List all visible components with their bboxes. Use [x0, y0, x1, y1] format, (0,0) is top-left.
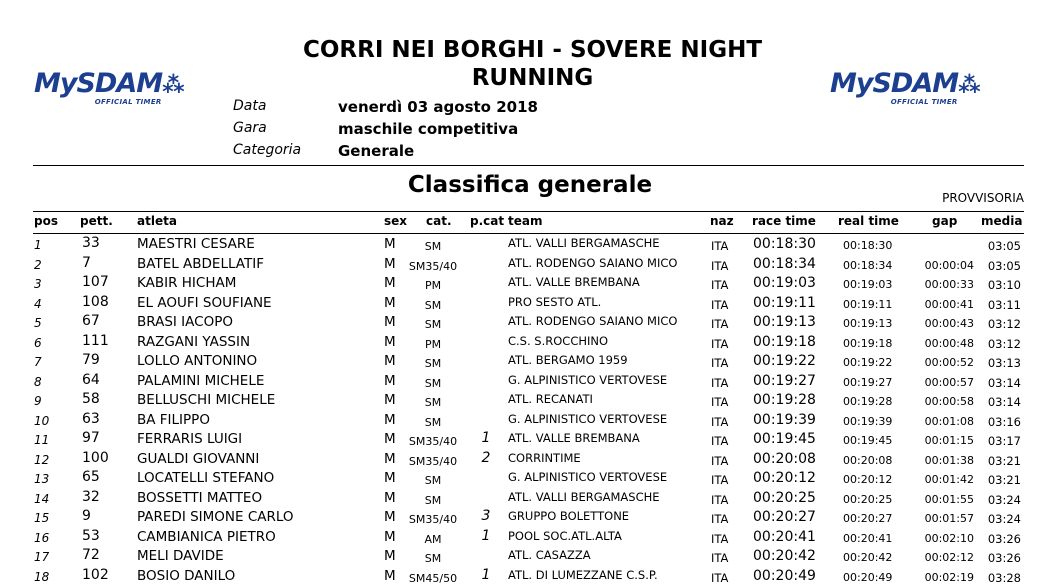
cell-pos: 7: [34, 355, 42, 369]
status-label: PROVVISORIA: [900, 191, 1024, 205]
cell-media: 03:14: [981, 376, 1021, 390]
cell-team: ATL. VALLE BREMBANA: [508, 431, 640, 445]
cell-team: ATL. RODENGO SAIANO MICO: [508, 256, 677, 270]
header-gap: gap: [932, 214, 957, 232]
cell-race: 00:20:41: [753, 529, 816, 545]
cell-atleta: BRASI IACOPO: [137, 314, 233, 330]
cell-team: ATL. RODENGO SAIANO MICO: [508, 314, 677, 328]
cell-pos: 9: [34, 394, 42, 408]
cell-naz: ITA: [711, 337, 728, 351]
cell-media: 03:10: [981, 278, 1021, 292]
cell-media: 03:26: [981, 551, 1021, 565]
cell-sex: M: [384, 490, 396, 506]
cell-race: 00:18:34: [753, 256, 816, 272]
cell-pett: 97: [82, 430, 100, 446]
cell-sex: M: [384, 314, 396, 330]
cell-pos: 10: [34, 414, 49, 428]
cell-sex: M: [384, 568, 396, 584]
header-media: media: [981, 214, 1022, 232]
cell-cat: SM: [405, 299, 461, 312]
header-pcat: p.cat: [470, 214, 504, 232]
cell-real: 00:20:08: [843, 454, 892, 467]
cell-sex: M: [384, 451, 396, 467]
cell-media: 03:21: [981, 454, 1021, 468]
cell-team: CORRINTIME: [508, 451, 581, 465]
cell-pett: 102: [82, 567, 109, 583]
cell-pett: 100: [82, 450, 109, 466]
table-row: [0, 274, 1058, 294]
cell-pos: 5: [34, 316, 42, 330]
cell-pett: 72: [82, 547, 100, 563]
cell-naz: ITA: [711, 473, 728, 487]
cell-atleta: LOLLO ANTONINO: [137, 353, 257, 369]
cell-race: 00:19:45: [753, 431, 816, 447]
cell-naz: ITA: [711, 356, 728, 370]
cell-media: 03:24: [981, 493, 1021, 507]
cell-atleta: BATEL ABDELLATIF: [137, 256, 264, 272]
cell-real: 00:19:45: [843, 434, 892, 447]
cell-real: 00:19:27: [843, 376, 892, 389]
cell-media: 03:12: [981, 337, 1021, 351]
cell-gap: 00:01:57: [920, 512, 974, 525]
cell-pett: 33: [82, 235, 100, 251]
cell-cat: SM: [405, 357, 461, 370]
header-race-time: race time: [752, 214, 816, 232]
cell-pett: 107: [82, 274, 109, 290]
cell-atleta: BOSIO DANILO: [137, 568, 235, 584]
cell-real: 00:19:11: [843, 298, 892, 311]
cell-atleta: PALAMINI MICHELE: [137, 373, 264, 389]
cell-gap: 00:00:58: [920, 395, 974, 408]
cell-cat: SM: [405, 416, 461, 429]
header-naz: naz: [710, 214, 734, 232]
cell-pos: 11: [34, 433, 49, 447]
cell-gap: 00:02:19: [920, 571, 974, 584]
table-row: [0, 547, 1058, 567]
results-table: [0, 235, 1058, 586]
cell-team: POOL SOC.ATL.ALTA: [508, 529, 622, 543]
cell-gap: 00:00:04: [920, 259, 974, 272]
meta-categoria-value: Generale: [338, 142, 414, 160]
table-row: [0, 235, 1058, 255]
cell-naz: ITA: [711, 415, 728, 429]
cell-atleta: PAREDI SIMONE CARLO: [137, 509, 294, 525]
cell-pos: 14: [34, 492, 49, 506]
cell-team: ATL. DI LUMEZZANE C.S.P.: [508, 568, 658, 582]
header-sex: sex: [384, 214, 407, 232]
cell-gap: 00:00:57: [920, 376, 974, 389]
cell-media: 03:12: [981, 317, 1021, 331]
cell-race: 00:20:12: [753, 470, 816, 486]
header-atleta: atleta: [137, 214, 177, 232]
cell-sex: M: [384, 295, 396, 311]
cell-pett: 79: [82, 352, 100, 368]
mysdam-logo-right: MySDAM⁂ OFFICIAL TIMER: [830, 70, 980, 106]
cell-team: ATL. CASAZZA: [508, 548, 591, 562]
cell-pos: 8: [34, 375, 42, 389]
cell-team: ATL. VALLI BERGAMASCHE: [508, 236, 660, 250]
cell-naz: ITA: [711, 395, 728, 409]
cell-real: 00:19:13: [843, 317, 892, 330]
cell-pett: 65: [82, 469, 100, 485]
cell-team: ATL. RECANATI: [508, 392, 593, 406]
swoosh-icon: ⁂: [958, 73, 980, 98]
table-row: [0, 489, 1058, 509]
cell-real: 00:19:28: [843, 395, 892, 408]
cell-naz: ITA: [711, 434, 728, 448]
table-row: [0, 313, 1058, 333]
swoosh-icon: ⁂: [162, 73, 184, 98]
table-row: [0, 508, 1058, 528]
cell-team: ATL. VALLI BERGAMASCHE: [508, 490, 660, 504]
cell-sex: M: [384, 529, 396, 545]
cell-naz: ITA: [711, 239, 728, 253]
cell-pos: 12: [34, 453, 49, 467]
cell-sex: M: [384, 431, 396, 447]
cell-gap: 00:01:08: [920, 415, 974, 428]
cell-gap: 00:01:15: [920, 434, 974, 447]
cell-gap: 00:01:38: [920, 454, 974, 467]
cell-naz: ITA: [711, 454, 728, 468]
cell-pett: 53: [82, 528, 100, 544]
cell-pett: 9: [82, 508, 91, 524]
cell-gap: 00:00:48: [920, 337, 974, 350]
cell-sex: M: [384, 236, 396, 252]
header-real-time: real time: [838, 214, 899, 232]
cell-race: 00:19:22: [753, 353, 816, 369]
cell-atleta: MELI DAVIDE: [137, 548, 224, 564]
cell-gap: 00:00:52: [920, 356, 974, 369]
table-row: [0, 333, 1058, 353]
cell-naz: ITA: [711, 278, 728, 292]
cell-cat: SM: [405, 318, 461, 331]
cell-cat: SM35/40: [405, 435, 461, 448]
cell-atleta: LOCATELLI STEFANO: [137, 470, 274, 486]
meta-gara-value: maschile competitiva: [338, 120, 518, 138]
event-title: CORRI NEI BORGHI - SOVERE NIGHT RUNNING: [250, 36, 815, 92]
cell-team: ATL. BERGAMO 1959: [508, 353, 628, 367]
cell-media: 03:16: [981, 415, 1021, 429]
cell-sex: M: [384, 392, 396, 408]
meta-categoria-label: Categoria: [233, 142, 333, 158]
cell-atleta: GUALDI GIOVANNI: [137, 451, 259, 467]
cell-sex: M: [384, 275, 396, 291]
cell-media: 03:26: [981, 532, 1021, 546]
header-cat: cat.: [426, 214, 452, 232]
cell-race: 00:20:25: [753, 490, 816, 506]
cell-pcat: 1: [470, 430, 502, 446]
cell-pos: 6: [34, 336, 42, 350]
cell-gap: 00:02:12: [920, 551, 974, 564]
cell-media: 03:24: [981, 512, 1021, 526]
cell-cat: PM: [405, 279, 461, 292]
divider: [33, 165, 1024, 166]
table-row: [0, 352, 1058, 372]
cell-sex: M: [384, 412, 396, 428]
cell-sex: M: [384, 470, 396, 486]
cell-sex: M: [384, 334, 396, 350]
cell-media: 03:14: [981, 395, 1021, 409]
cell-race: 00:19:13: [753, 314, 816, 330]
cell-atleta: KABIR HICHAM: [137, 275, 236, 291]
meta-gara-label: Gara: [233, 120, 333, 136]
cell-pos: 3: [34, 277, 42, 291]
mysdam-logo-left: MySDAM⁂ OFFICIAL TIMER: [34, 70, 184, 106]
divider: [33, 211, 1024, 212]
cell-real: 00:19:39: [843, 415, 892, 428]
cell-atleta: RAZGANI YASSIN: [137, 334, 250, 350]
cell-atleta: EL AOUFI SOUFIANE: [137, 295, 272, 311]
cell-pett: 7: [82, 255, 91, 271]
cell-team: G. ALPINISTICO VERTOVESE: [508, 373, 667, 387]
table-row: [0, 567, 1058, 586]
cell-atleta: MAESTRI CESARE: [137, 236, 255, 252]
cell-race: 00:19:18: [753, 334, 816, 350]
cell-atleta: CAMBIANICA PIETRO: [137, 529, 276, 545]
cell-team: C.S. S.ROCCHINO: [508, 334, 608, 348]
meta-data-label: Data: [233, 98, 333, 114]
cell-race: 00:20:08: [753, 451, 816, 467]
cell-pett: 108: [82, 294, 109, 310]
cell-media: 03:05: [981, 239, 1021, 253]
cell-naz: ITA: [711, 571, 728, 585]
cell-cat: SM45/50: [405, 572, 461, 585]
cell-real: 00:19:18: [843, 337, 892, 350]
cell-race: 00:20:27: [753, 509, 816, 525]
cell-naz: ITA: [711, 317, 728, 331]
cell-gap: 00:01:42: [920, 473, 974, 486]
cell-race: 00:20:42: [753, 548, 816, 564]
header-pos: pos: [34, 214, 58, 232]
cell-naz: ITA: [711, 551, 728, 565]
cell-atleta: FERRARIS LUIGI: [137, 431, 242, 447]
cell-naz: ITA: [711, 259, 728, 273]
cell-media: 03:17: [981, 434, 1021, 448]
divider: [33, 233, 1024, 234]
cell-real: 00:20:12: [843, 473, 892, 486]
table-row: [0, 528, 1058, 548]
cell-cat: PM: [405, 338, 461, 351]
cell-pos: 13: [34, 472, 49, 486]
cell-race: 00:19:39: [753, 412, 816, 428]
cell-cat: SM: [405, 474, 461, 487]
table-row: [0, 430, 1058, 450]
cell-race: 00:19:28: [753, 392, 816, 408]
cell-team: ATL. VALLE BREMBANA: [508, 275, 640, 289]
cell-gap: 00:01:55: [920, 493, 974, 506]
cell-gap: 00:00:43: [920, 317, 974, 330]
cell-media: 03:05: [981, 259, 1021, 273]
table-row: [0, 469, 1058, 489]
cell-real: 00:18:34: [843, 259, 892, 272]
cell-media: 03:13: [981, 356, 1021, 370]
cell-naz: ITA: [711, 532, 728, 546]
cell-sex: M: [384, 548, 396, 564]
cell-pett: 63: [82, 411, 100, 427]
table-row: [0, 255, 1058, 275]
cell-atleta: BELLUSCHI MICHELE: [137, 392, 275, 408]
cell-team: G. ALPINISTICO VERTOVESE: [508, 412, 667, 426]
cell-pcat: 1: [470, 528, 502, 544]
cell-sex: M: [384, 256, 396, 272]
cell-gap: 00:00:33: [920, 278, 974, 291]
cell-pos: 17: [34, 550, 49, 564]
cell-naz: ITA: [711, 493, 728, 507]
header-team: team: [508, 214, 542, 232]
cell-cat: SM: [405, 396, 461, 409]
cell-pett: 32: [82, 489, 100, 505]
cell-real: 00:20:49: [843, 571, 892, 584]
cell-atleta: BOSSETTI MATTEO: [137, 490, 262, 506]
cell-real: 00:20:41: [843, 532, 892, 545]
cell-cat: SM: [405, 240, 461, 253]
cell-pos: 15: [34, 511, 49, 525]
cell-media: 03:28: [981, 571, 1021, 585]
cell-atleta: BA FILIPPO: [137, 412, 210, 428]
cell-cat: SM35/40: [405, 513, 461, 526]
cell-media: 03:21: [981, 473, 1021, 487]
cell-naz: ITA: [711, 512, 728, 526]
cell-cat: SM: [405, 494, 461, 507]
cell-pos: 16: [34, 531, 49, 545]
cell-real: 00:19:03: [843, 278, 892, 291]
cell-real: 00:20:25: [843, 493, 892, 506]
cell-race: 00:19:27: [753, 373, 816, 389]
cell-pett: 64: [82, 372, 100, 388]
cell-media: 03:11: [981, 298, 1021, 312]
cell-sex: M: [384, 373, 396, 389]
cell-pos: 18: [34, 570, 49, 584]
table-row: [0, 294, 1058, 314]
cell-team: G. ALPINISTICO VERTOVESE: [508, 470, 667, 484]
page-subtitle: Classifica generale: [300, 172, 760, 198]
cell-pcat: 2: [470, 450, 502, 466]
cell-race: 00:19:11: [753, 295, 816, 311]
cell-pos: 2: [34, 258, 42, 272]
table-row: [0, 372, 1058, 392]
meta-data-value: venerdì 03 agosto 2018: [338, 98, 538, 116]
cell-real: 00:18:30: [843, 239, 892, 252]
cell-real: 00:19:22: [843, 356, 892, 369]
table-row: [0, 450, 1058, 470]
cell-race: 00:20:49: [753, 568, 816, 584]
cell-race: 00:18:30: [753, 236, 816, 252]
cell-pcat: 3: [470, 508, 502, 524]
cell-naz: ITA: [711, 298, 728, 312]
cell-real: 00:20:42: [843, 551, 892, 564]
cell-pos: 4: [34, 297, 42, 311]
cell-pett: 67: [82, 313, 100, 329]
table-row: [0, 411, 1058, 431]
cell-pett: 58: [82, 391, 100, 407]
cell-pett: 111: [82, 333, 109, 349]
cell-cat: SM35/40: [405, 260, 461, 273]
cell-real: 00:20:27: [843, 512, 892, 525]
cell-cat: SM35/40: [405, 455, 461, 468]
cell-pcat: 1: [470, 567, 502, 583]
cell-cat: SM: [405, 552, 461, 565]
cell-race: 00:19:03: [753, 275, 816, 291]
cell-team: PRO SESTO ATL.: [508, 295, 601, 309]
header-pett: pett.: [80, 214, 113, 232]
cell-team: GRUPPO BOLETTONE: [508, 509, 629, 523]
cell-naz: ITA: [711, 376, 728, 390]
cell-gap: 00:02:10: [920, 532, 974, 545]
cell-sex: M: [384, 509, 396, 525]
cell-gap: 00:00:41: [920, 298, 974, 311]
table-row: [0, 391, 1058, 411]
cell-sex: M: [384, 353, 396, 369]
cell-cat: AM: [405, 533, 461, 546]
cell-cat: SM: [405, 377, 461, 390]
cell-pos: 1: [34, 238, 42, 252]
